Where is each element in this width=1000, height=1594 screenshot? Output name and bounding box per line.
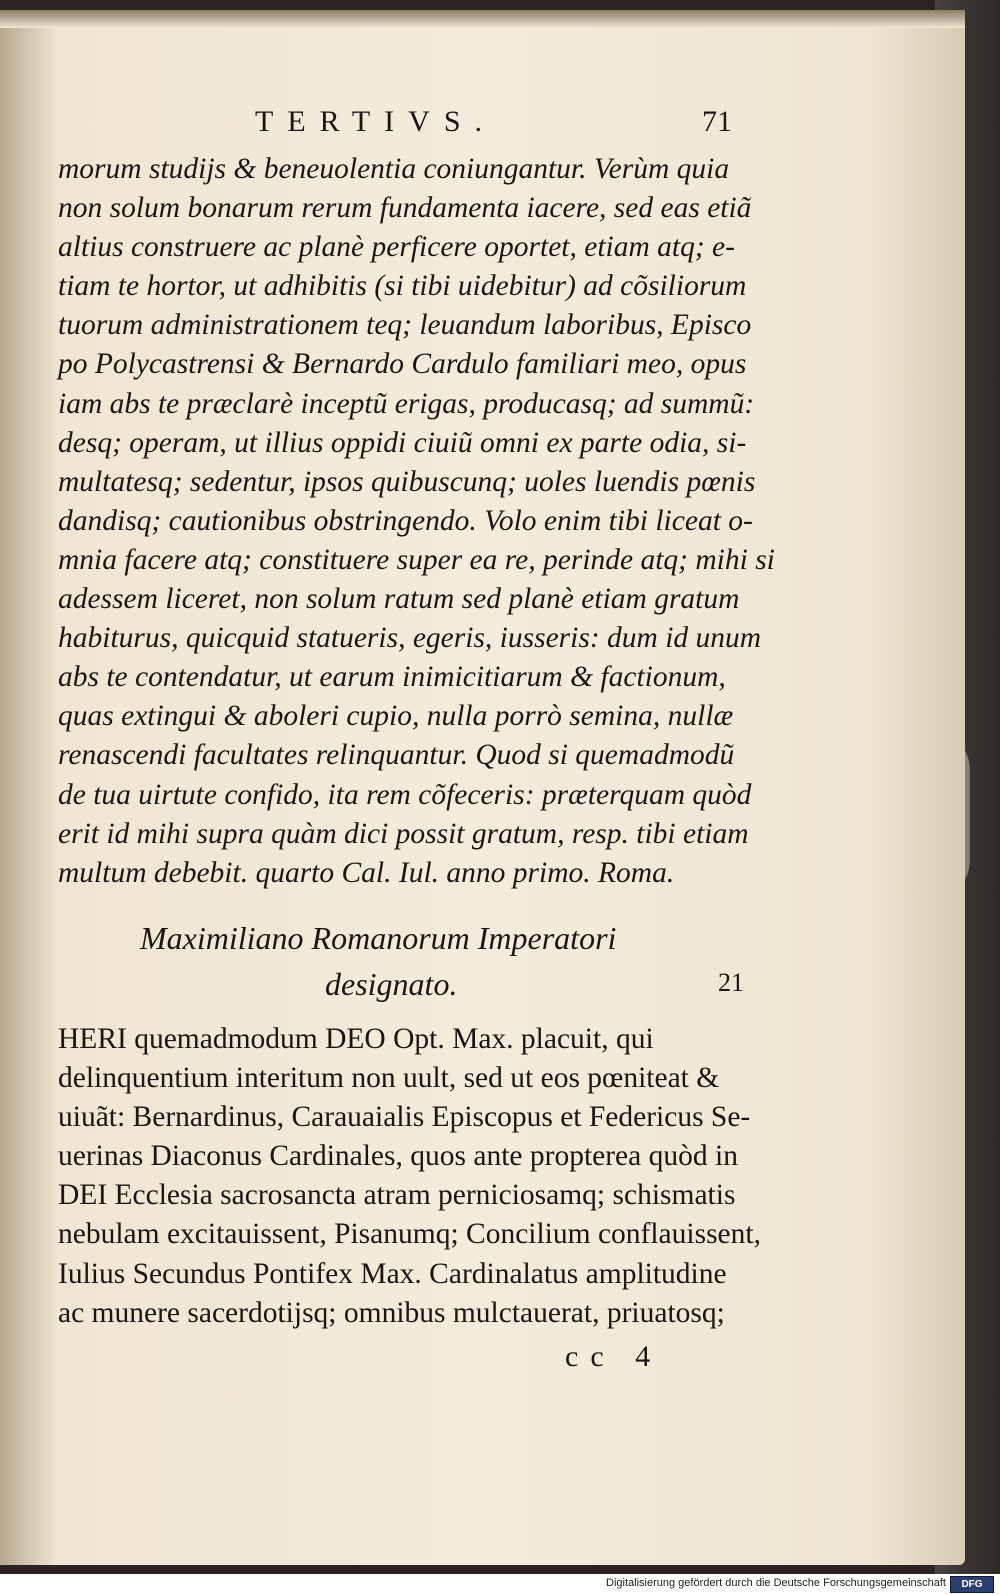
text-line: habiturus, quicquid statueris, egeris, iusseris: dum id unum	[58, 622, 762, 655]
funding-credit: Digitalisierung gefördert durch die Deutsche Forschungsgemeinschaft	[606, 1577, 946, 1589]
text-line: abs te contendatur, ut earum inimicitiarum & factionum,	[58, 661, 726, 694]
text-line: renascendi facultates relinquantur. Quod si quemadmodũ	[58, 739, 735, 772]
text-line: mnia facere atq; constituere super ea re, perinde atq; mihi si	[58, 543, 775, 576]
text-line: tuorum administrationem teq; leuandum laboribus, Episco	[58, 309, 752, 342]
letter-body-2	[58, 1020, 761, 1333]
heading-line: Maximiliano Romanorum Imperatori	[140, 920, 617, 956]
page-top-shadow	[0, 10, 965, 28]
running-head: TERTIVS.	[255, 105, 497, 138]
text-line: HERI quemadmodum DEO Opt. Max. placuit, qui	[58, 1023, 654, 1055]
text-line: multum debebit. quarto Cal. Iul. anno primo. Roma.	[58, 856, 675, 889]
letter-heading	[140, 915, 740, 1007]
text-line: uiuãt: Bernardinus, Carauaialis Episcopus et Federicus Se-	[58, 1101, 751, 1134]
text-line: morum studijs & beneuolentia coniungantur. Verùm quia	[58, 153, 730, 185]
page-number: 71	[702, 105, 732, 138]
footer-bar	[0, 1574, 1000, 1594]
text-line: iam abs te præclarè inceptũ erigas, producasq; ad summũ:	[58, 387, 755, 420]
text-line: DEI Ecclesia sacrosancta atram perniciosamq; schismatis	[58, 1179, 736, 1212]
text-line: uerinas Diaconus Cardinales, quos ante propterea quòd in	[58, 1140, 738, 1173]
text-line: de tua uirtute confido, ita rem cõfeceris: præterquam quòd	[58, 778, 752, 811]
page-header	[0, 105, 965, 155]
text-line: non solum bonarum rerum fundamenta iacere, sed eas etiã	[58, 192, 752, 225]
text-line: Iulius Secundus Pontifex Max. Cardinalatus amplitudine	[58, 1257, 727, 1290]
signature-mark: cc 4	[565, 1340, 663, 1373]
letter-body-1	[58, 150, 775, 893]
text-line: altius construere ac planè perficere oportet, etiam atq; e-	[58, 231, 735, 264]
text-line: desq; operam, ut illius oppidi ciuiũ omni ex parte odia, si-	[58, 426, 747, 459]
text-line: quas extingui & aboleri cupio, nulla porrò semina, nullæ	[58, 700, 734, 733]
text-line: adessem liceret, non solum ratum sed planè etiam gratum	[58, 583, 740, 616]
text-line: dandisq; cautionibus obstringendo. Volo enim tibi liceat o-	[58, 504, 753, 537]
text-line: delinquentium interitum non uult, sed ut eos pœniteat &	[58, 1062, 720, 1095]
text-line: po Polycastrensi & Bernardo Cardulo familiari meo, opus	[58, 348, 747, 381]
book-page	[0, 10, 965, 1565]
text-line: nebulam excitauissent, Pisanumq; Concilium conflauissent,	[58, 1218, 761, 1251]
text-line: erit id mihi supra quàm dici possit gratum, resp. tibi etiam	[58, 817, 749, 850]
text-line: tiam te hortor, ut adhibitis (si tibi uidebitur) ad cõsiliorum	[58, 270, 747, 303]
text-line: multatesq; sedentur, ipsos quibuscunq; uoles luendis pœnis	[58, 465, 756, 498]
text-line: ac munere sacerdotijsq; omnibus mulctauerat, priuatosq;	[58, 1296, 725, 1329]
letter-number: 21	[718, 968, 744, 997]
heading-line: designato.	[325, 966, 458, 1002]
dfg-logo: DFG	[950, 1576, 994, 1593]
